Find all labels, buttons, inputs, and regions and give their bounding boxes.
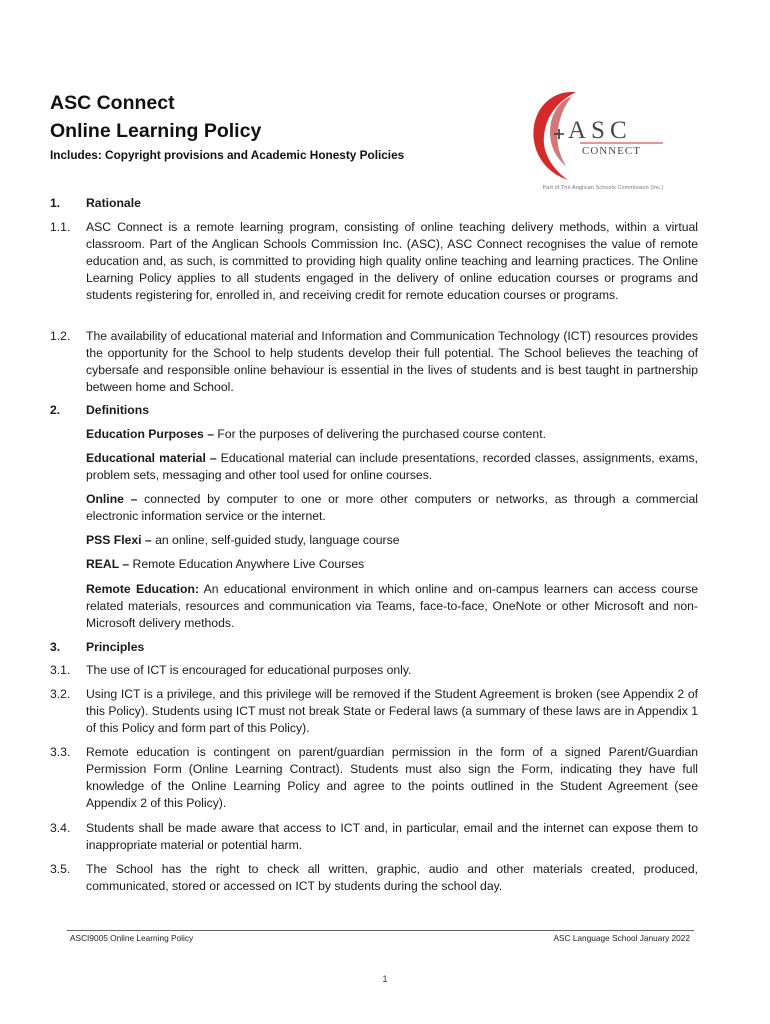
logo-subword: CONNECT	[582, 145, 641, 157]
section-number: 2.	[50, 403, 61, 417]
paragraph-text: The availability of educational material and Information and Communication Technology (ICT) resources provides the opportunity for the School to help students develop their full potential. The School believes the teaching of cybersafe and responsible online behaviour is essential in the lives of students and is best taught in partnership between home and School.	[86, 329, 698, 394]
definition-term: PSS Flexi –	[86, 533, 152, 547]
definition-term: Education Purposes –	[86, 427, 214, 441]
paragraph-number: 3.3.	[50, 745, 71, 759]
definition-term: REAL –	[86, 557, 130, 571]
footer-document-code: ASCI9005 Online Learning Policy	[70, 933, 194, 943]
paragraph-number: 1.1.	[50, 220, 71, 234]
paragraph-text: Students shall be made aware that access to ICT and, in particular, email and the internet can expose them to inappropriate material or potential harm.	[86, 821, 698, 852]
section-number: 3.	[50, 640, 61, 654]
section-title: Definitions	[86, 403, 149, 417]
asc-connect-logo	[528, 86, 678, 192]
definition-text: An educational environment in which online and on-campus learners can access course related materials, resources and communication via Teams, face-to-face, OneNote or other Microsoft and non-Microsoft delivery methods.	[86, 582, 698, 630]
footer-divider	[67, 930, 694, 931]
section-title: Rationale	[86, 196, 141, 210]
footer-school-date: ASC Language School January 2022	[553, 933, 690, 943]
paragraph-text: The use of ICT is encouraged for educational purposes only.	[86, 663, 412, 677]
paragraph-text: Using ICT is a privilege, and this privilege will be removed if the Student Agreement is broken (see Appendix 2 of this Policy). Students using ICT must not break State or Federal laws (a summary of these laws are in Appendix 1 of this Policy and form part of this Policy).	[86, 687, 698, 735]
section-number: 1.	[50, 196, 61, 210]
definition-term: Educational material –	[86, 451, 217, 465]
definition-text: Educational material can include presentations, recorded classes, assignments, exams, problem sets, messaging and other tool used for online courses.	[86, 451, 698, 482]
logo-wordmark: ASC	[568, 117, 632, 144]
definition-text: an online, self-guided study, language course	[151, 533, 400, 547]
paragraph-number: 1.2.	[50, 329, 71, 343]
section-title: Principles	[86, 640, 145, 654]
paragraph-text: ASC Connect is a remote learning program, consisting of online teaching delivery methods, within a virtual classroom. Part of the Anglican Schools Commission Inc. (ASC), ASC Connect recognises the value of remote education and, as such, is committed to providing high quality online teaching and learning practices. The Online Learning Policy applies to all students engaged in the delivery of online education courses or programs and students registering for, enrolled in, and receiving credit for remote education courses or programs.	[86, 220, 698, 302]
definition-text: connected by computer to one or more other computers or networks, as through a commercial electronic information service or the internet.	[86, 492, 698, 523]
document-title: ASC Connect	[50, 92, 175, 114]
paragraph-number: 3.4.	[50, 821, 71, 835]
logo-caption: Part of The Anglican Schools Commission (Inc.)	[542, 185, 664, 191]
page-number: 1	[382, 974, 388, 984]
paragraph-number: 3.2.	[50, 687, 71, 701]
definition-term: Remote Education:	[86, 582, 199, 596]
paragraph-number: 3.5.	[50, 862, 71, 876]
paragraph-number: 3.1.	[50, 663, 71, 677]
document-includes-line: Includes: Copyright provisions and Academic Honesty Policies	[50, 148, 405, 162]
definition-text: Remote Education Anywhere Live Courses	[129, 557, 365, 571]
document-subtitle-title: Online Learning Policy	[50, 120, 262, 142]
definition-text: For the purposes of delivering the purchased course content.	[214, 427, 546, 441]
definition-term: Online –	[86, 492, 138, 506]
paragraph-text: Remote education is contingent on parent/guardian permission in the form of a signed Parent/Guardian Permission Form (Online Learning Contract). Students must also sign the Form, indicating they have full knowledge of the Online Learning Policy and agree to the points outlined in the Student Agreement (see Appendix 2 of this Policy).	[86, 745, 698, 810]
paragraph-text: The School has the right to check all written, graphic, audio and other materials created, produced, communicated, stored or accessed on ICT by students during the school day.	[86, 862, 698, 893]
